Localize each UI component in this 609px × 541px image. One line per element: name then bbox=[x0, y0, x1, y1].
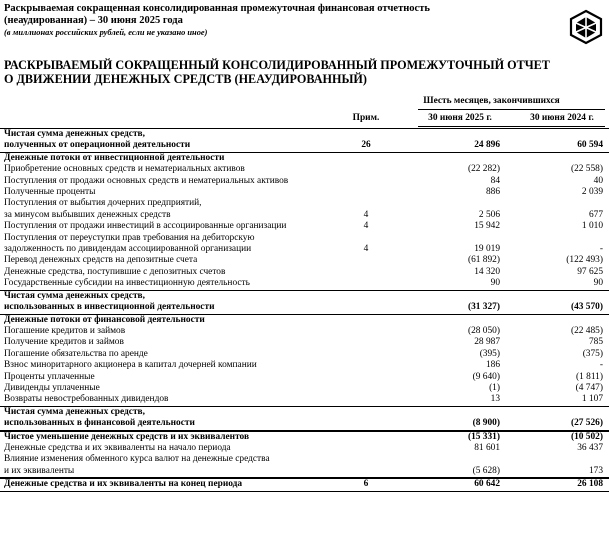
row-label bbox=[0, 176, 344, 187]
row-label bbox=[0, 291, 344, 314]
row-value-2024: (22 485) bbox=[570, 325, 603, 336]
row-value-2025: 886 bbox=[485, 187, 500, 198]
row-label bbox=[0, 187, 344, 198]
row-value-2025: (8 900) bbox=[472, 418, 500, 429]
row-value-2025: 84 bbox=[490, 175, 500, 186]
row-label bbox=[0, 394, 344, 405]
row-label-line: Чистая сумма денежных средств, bbox=[4, 129, 145, 139]
row-label bbox=[0, 360, 344, 371]
row-label-line: Погашение обязательства по аренде bbox=[4, 348, 148, 359]
table-row bbox=[0, 152, 609, 164]
row-value-2025: (395) bbox=[479, 348, 500, 359]
column-2025-header: 30 июня 2025 г. bbox=[428, 113, 492, 123]
row-value-2024: 36 437 bbox=[577, 442, 603, 453]
row-note: 4 bbox=[363, 244, 369, 255]
row-value-2024: 173 bbox=[588, 465, 603, 476]
table-row bbox=[0, 326, 609, 337]
period-header: Шесть месяцев, закончившихся bbox=[423, 96, 560, 106]
row-label bbox=[0, 233, 344, 256]
row-value-2025: 24 896 bbox=[474, 140, 500, 151]
table-row bbox=[0, 176, 609, 187]
row-value-2024: 2 039 bbox=[581, 187, 603, 198]
row-value-2025: (15 331) bbox=[467, 431, 500, 442]
row-label-line: Получение кредитов и займов bbox=[4, 337, 124, 348]
row-value-2024: 90 bbox=[593, 278, 603, 289]
row-value-2025: 19 019 bbox=[474, 244, 500, 255]
row-label bbox=[0, 443, 344, 454]
row-label-line: полученных от операционной деятельности bbox=[4, 140, 191, 151]
row-value-2024: 1 107 bbox=[581, 394, 603, 405]
table-row bbox=[0, 443, 609, 454]
row-label-line: Поступления от выбытия дочерних предприятий, bbox=[4, 198, 202, 209]
row-label-line: Проценты уплаченные bbox=[4, 371, 95, 382]
table-row bbox=[0, 187, 609, 198]
row-value-2024: 97 625 bbox=[577, 266, 603, 277]
row-label bbox=[0, 337, 344, 348]
row-value-2024: 26 108 bbox=[577, 479, 603, 490]
row-value-2025: 81 601 bbox=[474, 442, 500, 453]
row-label bbox=[0, 432, 344, 443]
report-header bbox=[4, 3, 544, 38]
row-value-2025: 13 bbox=[490, 394, 500, 405]
row-label-line: Денежные средства и их эквиваленты на начало периода bbox=[4, 442, 231, 453]
row-label bbox=[0, 372, 344, 383]
row-label bbox=[0, 255, 344, 266]
cash-flow-table bbox=[0, 128, 609, 492]
row-label bbox=[0, 129, 344, 152]
column-2024-header: 30 июня 2024 г. bbox=[530, 113, 594, 123]
row-label-line: за минусом выбывших денежных средств bbox=[4, 209, 171, 220]
table-row bbox=[0, 430, 609, 443]
row-note: 4 bbox=[363, 209, 369, 220]
row-value-2024: 677 bbox=[588, 209, 603, 220]
statement-title-line2: О ДВИЖЕНИИ ДЕНЕЖНЫХ СРЕДСТВ (НЕАУДИРОВАННЫЙ) bbox=[4, 72, 367, 86]
row-label-line: Поступления от продажи инвестиций в ассоциированные организации bbox=[4, 221, 287, 232]
row-label bbox=[0, 267, 344, 278]
row-value-2024: (375) bbox=[582, 348, 603, 359]
row-value-2025: 14 320 bbox=[474, 266, 500, 277]
table-row bbox=[0, 198, 609, 221]
row-label-line: Денежные средства, поступившие с депозитных счетов bbox=[4, 266, 226, 277]
row-value-2025: 28 987 bbox=[474, 337, 500, 348]
row-value-2024: - bbox=[599, 360, 603, 371]
row-value-2025: (9 640) bbox=[472, 371, 500, 382]
row-label bbox=[0, 221, 344, 232]
report-header-line2: (неаудированная) – 30 июня 2025 года bbox=[4, 15, 183, 26]
table-row bbox=[0, 290, 609, 314]
row-label bbox=[0, 454, 344, 477]
row-value-2025: 186 bbox=[485, 360, 500, 371]
row-label-line: Чистая сумма денежных средств, bbox=[4, 290, 145, 301]
table-row bbox=[0, 337, 609, 348]
row-label bbox=[0, 326, 344, 337]
table-row bbox=[0, 221, 609, 232]
table-row bbox=[0, 406, 609, 430]
row-label-line: Поступления от переуступки прав требования на дебиторскую bbox=[4, 232, 255, 243]
row-label bbox=[0, 153, 344, 164]
row-label-line: Денежные потоки от инвестиционной деятельности bbox=[4, 152, 225, 163]
report-header-units: (в миллионах российских рублей, если не указано иное) bbox=[4, 28, 208, 37]
table-row bbox=[0, 454, 609, 477]
row-value-2024: 60 594 bbox=[577, 140, 603, 151]
table-row bbox=[0, 394, 609, 405]
table-row bbox=[0, 164, 609, 175]
row-value-2024: - bbox=[599, 244, 603, 255]
row-label bbox=[0, 383, 344, 394]
row-value-2025: (61 892) bbox=[467, 255, 500, 266]
row-label-line: Поступления от продажи основных средств и нематериальных активов bbox=[4, 175, 289, 186]
row-value-2024: (43 570) bbox=[570, 302, 603, 313]
row-value-2024: (10 502) bbox=[570, 431, 603, 442]
table-row bbox=[0, 314, 609, 326]
row-note: 26 bbox=[361, 140, 371, 151]
row-label-line: Погашение кредитов и займов bbox=[4, 325, 126, 336]
table-row bbox=[0, 267, 609, 278]
row-label-line: Чистая сумма денежных средств, bbox=[4, 406, 145, 417]
row-label bbox=[0, 349, 344, 360]
table-row bbox=[0, 360, 609, 371]
row-value-2025: 15 942 bbox=[474, 221, 500, 232]
row-label bbox=[0, 479, 344, 490]
table-row bbox=[0, 372, 609, 383]
report-header-line1: Раскрываемая сокращенная консолидированная промежуточная финансовая отчетность bbox=[4, 3, 430, 14]
table-row bbox=[0, 233, 609, 256]
row-label bbox=[0, 164, 344, 175]
row-value-2025: 2 506 bbox=[478, 209, 500, 220]
row-value-2024: (27 526) bbox=[570, 418, 603, 429]
row-value-2025: (28 050) bbox=[467, 325, 500, 336]
row-value-2024: 1 010 bbox=[581, 221, 603, 232]
row-value-2024: 785 bbox=[588, 337, 603, 348]
row-label-line: использованных в финансовой деятельности bbox=[4, 418, 195, 429]
row-label-line: Чистое уменьшение денежных средств и их эквивалентов bbox=[4, 431, 250, 442]
row-label-line: задолженность по дивидендам ассоциированной организации bbox=[4, 244, 252, 255]
row-value-2025: 90 bbox=[490, 278, 500, 289]
row-value-2024: (122 493) bbox=[566, 255, 603, 266]
table-row bbox=[0, 255, 609, 266]
row-label bbox=[0, 407, 344, 430]
table-row bbox=[0, 349, 609, 360]
statement-title bbox=[4, 58, 550, 86]
row-label bbox=[0, 278, 344, 289]
row-label-line: и их эквиваленты bbox=[4, 465, 75, 476]
row-value-2025: (31 327) bbox=[467, 302, 500, 313]
row-label-line: Влияние изменения обменного курса валют на денежные средства bbox=[4, 454, 270, 465]
row-label-line: Перевод денежных средств на депозитные счета bbox=[4, 255, 198, 266]
row-label bbox=[0, 198, 344, 221]
row-label bbox=[0, 315, 344, 326]
note-column-header: Прим. bbox=[352, 113, 380, 123]
row-value-2024: (22 558) bbox=[570, 164, 603, 175]
statement-title-line1: РАСКРЫВАЕМЫЙ СОКРАЩЕННЫЙ КОНСОЛИДИРОВАННЫЙ ПРОМЕЖУТОЧНЫЙ ОТЧЕТ bbox=[4, 58, 550, 72]
row-label-line: Дивиденды уплаченные bbox=[4, 382, 100, 393]
row-label-line: Приобретение основных средств и нематериальных активов bbox=[4, 164, 245, 175]
row-label-line: использованных в инвестиционной деятельности bbox=[4, 302, 215, 313]
row-label-line: Денежные средства и их эквиваленты на конец периода bbox=[4, 479, 243, 490]
row-label-line: Взнос миноритарного акционера в капитал дочерней компании bbox=[4, 360, 257, 371]
table-row bbox=[0, 383, 609, 394]
table-row bbox=[0, 128, 609, 152]
row-value-2025: (5 628) bbox=[472, 465, 500, 476]
period-divider bbox=[418, 109, 605, 110]
row-label-line: Государственные субсидии на инвестиционную деятельность bbox=[4, 278, 250, 289]
table-row bbox=[0, 477, 609, 491]
table-row bbox=[0, 278, 609, 289]
row-value-2025: (22 282) bbox=[467, 164, 500, 175]
column-header-divider bbox=[418, 126, 605, 127]
row-value-2024: (1 811) bbox=[576, 371, 603, 382]
row-note: 6 bbox=[363, 479, 369, 490]
row-value-2024: 40 bbox=[593, 175, 603, 186]
row-label-line: Денежные потоки от финансовой деятельности bbox=[4, 314, 205, 325]
company-logo-icon bbox=[568, 9, 604, 45]
row-label-line: Полученные проценты bbox=[4, 187, 96, 198]
row-value-2024: (4 747) bbox=[575, 382, 603, 393]
row-value-2025: (1) bbox=[489, 382, 500, 393]
row-note: 4 bbox=[363, 221, 369, 232]
row-value-2025: 60 642 bbox=[474, 479, 500, 490]
row-label-line: Возвраты невостребованных дивидендов bbox=[4, 394, 169, 405]
